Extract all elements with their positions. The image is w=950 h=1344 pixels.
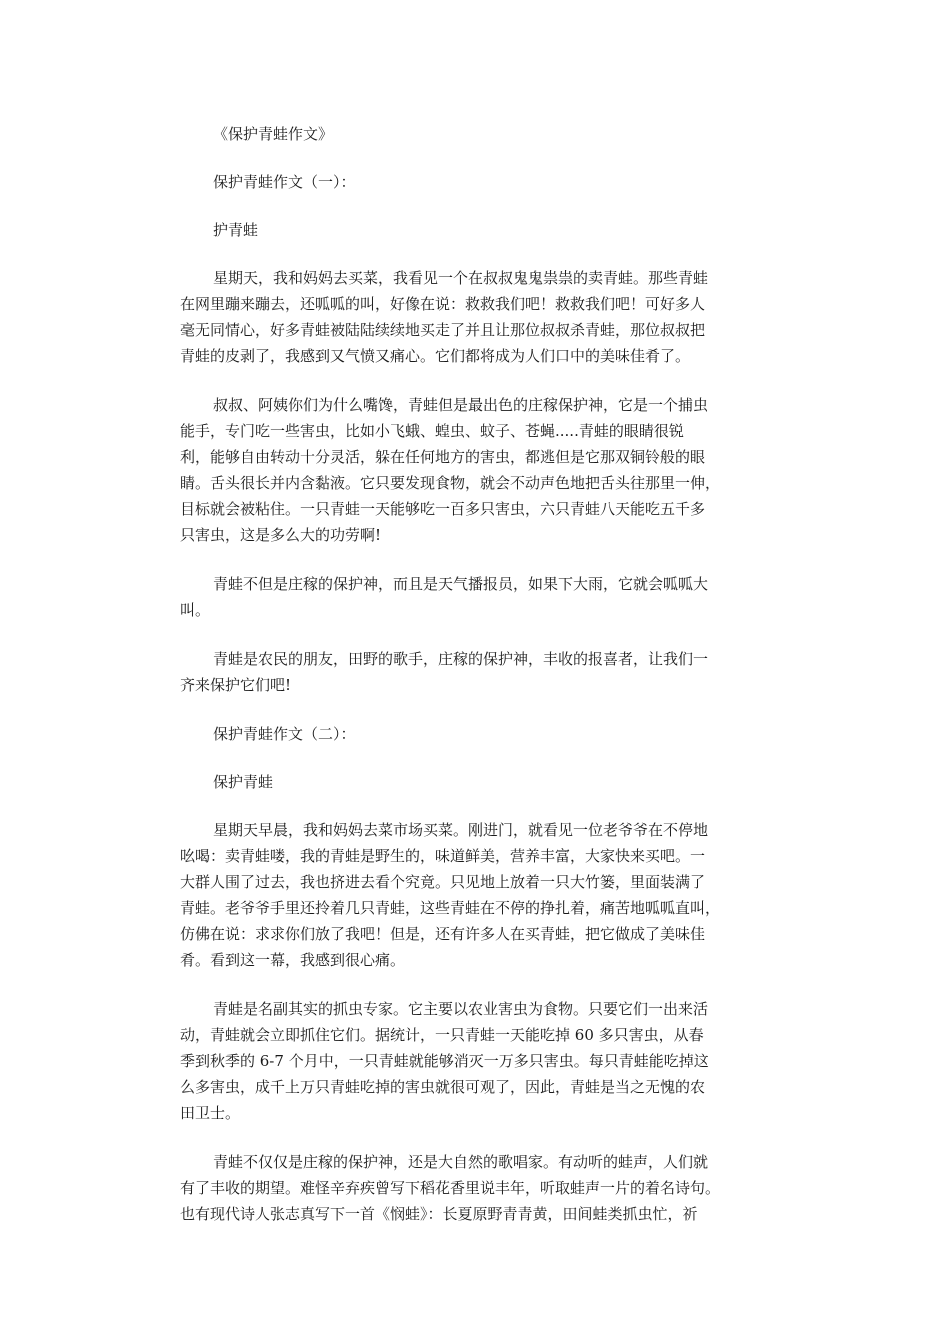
- section-subtitle: 护青蛙: [213, 221, 259, 239]
- paragraph-line: 能手，专门吃一些害虫，比如小飞蛾、蝗虫、蚊子、苍蝇.....青蛙的眼睛很锐: [180, 422, 684, 440]
- paragraph-line: 青蛙不但是庄稼的保护神，而且是天气播报员，如果下大雨，它就会呱呱大: [213, 575, 709, 593]
- paragraph: [180, 571, 786, 623]
- paragraph: [180, 817, 786, 973]
- paragraph-line: 么多害虫，成千上万只青蛙吃掉的害虫就很可观了，因此，青蛙是当之无愧的农: [180, 1078, 706, 1096]
- section-heading: 保护青蛙作文（一）：: [213, 173, 356, 191]
- paragraph-line: 也有现代诗人张志真写下一首《悯蛙》：长夏原野青青黄，田间蛙类抓虫忙，祈: [180, 1205, 698, 1223]
- paragraph-line: 叫。: [180, 601, 211, 619]
- document-title: 《保护青蛙作文》: [213, 125, 334, 143]
- paragraph-line: 在网里蹦来蹦去，还呱呱的叫，好像在说：救救我们吧！救救我们吧！可好多人: [180, 295, 706, 313]
- paragraph-line: 仿佛在说：求求你们放了我吧！但是，还有许多人在买青蛙，把它做成了美味佳: [180, 925, 706, 943]
- paragraph-line: 肴。看到这一幕，我感到很心痛。: [180, 951, 406, 969]
- paragraph-line: 星期天早晨，我和妈妈去菜市场买菜。刚进门，就看见一位老爷爷在不停地: [213, 821, 709, 839]
- paragraph-line: 动，青蛙就会立即抓住它们。据统计，一只青蛙一天能吃掉 60 多只害虫，从春: [180, 1026, 704, 1044]
- paragraph-line: 吆喝：卖青蛙喽，我的青蛙是野生的，味道鲜美，营养丰富，大家快来买吧。一: [180, 847, 706, 865]
- paragraph-line: 目标就会被粘住。一只青蛙一天能够吃一百多只害虫，六只青蛙八天能吃五千多: [180, 500, 706, 518]
- paragraph: [180, 996, 786, 1126]
- paragraph-line: 季到秋季的 6-7 个月中，一只青蛙就能够消灭一万多只害虫。每只青蛙能吃掉这: [180, 1052, 709, 1070]
- paragraph-line: 叔叔、阿姨你们为什么嘴馋，青蛙但是最出色的庄稼保护神，它是一个捕虫: [213, 396, 709, 414]
- paragraph-line: 田卫士。: [180, 1104, 241, 1122]
- paragraph: [180, 265, 786, 369]
- paragraph: [180, 392, 786, 548]
- paragraph-line: 有了丰收的期望。难怪辛弃疾曾写下稻花香里说丰年，听取蛙声一片的着名诗句。: [180, 1179, 721, 1197]
- paragraph-line: 青蛙是名副其实的抓虫专家。它主要以农业害虫为食物。只要它们一出来活: [213, 1000, 709, 1018]
- section-subtitle: 保护青蛙: [213, 773, 274, 791]
- paragraph: [180, 1149, 786, 1227]
- paragraph-line: 利，能够自由转动十分灵活，躲在任何地方的害虫，都逃但是它那双铜铃般的眼: [180, 448, 706, 466]
- paragraph-line: 青蛙是农民的朋友，田野的歌手，庄稼的保护神，丰收的报喜者，让我们一: [213, 650, 709, 668]
- paragraph-line: 睛。舌头很长并内含黏液。它只要发现食物，就会不动声色地把舌头往那里一伸，: [180, 474, 721, 492]
- paragraph-line: 星期天，我和妈妈去买菜，我看见一个在叔叔鬼鬼祟祟的卖青蛙。那些青蛙: [213, 269, 709, 287]
- paragraph-line: 只害虫，这是多么大的功劳啊!: [180, 526, 382, 544]
- paragraph-line: 青蛙不仅仅是庄稼的保护神，还是大自然的歌唱家。有动听的蛙声，人们就: [213, 1153, 709, 1171]
- paragraph-line: 青蛙。老爷爷手里还拎着几只青蛙，这些青蛙在不停的挣扎着，痛苦地呱呱直叫，: [180, 899, 721, 917]
- paragraph-line: 大群人围了过去，我也挤进去看个究竟。只见地上放着一只大竹篓，里面装满了: [180, 873, 706, 891]
- paragraph-line: 齐来保护它们吧!: [180, 676, 292, 694]
- section-heading: 保护青蛙作文（二）：: [213, 725, 356, 743]
- paragraph-line: 青蛙的皮剥了，我感到又气愤又痛心。它们都将成为人们口中的美味佳肴了。: [180, 347, 691, 365]
- document-page: [180, 121, 786, 1250]
- paragraph-line: 毫无同情心，好多青蛙被陆陆续续地买走了并且让那位叔叔杀青蛙，那位叔叔把: [180, 321, 706, 339]
- paragraph: [180, 646, 786, 698]
